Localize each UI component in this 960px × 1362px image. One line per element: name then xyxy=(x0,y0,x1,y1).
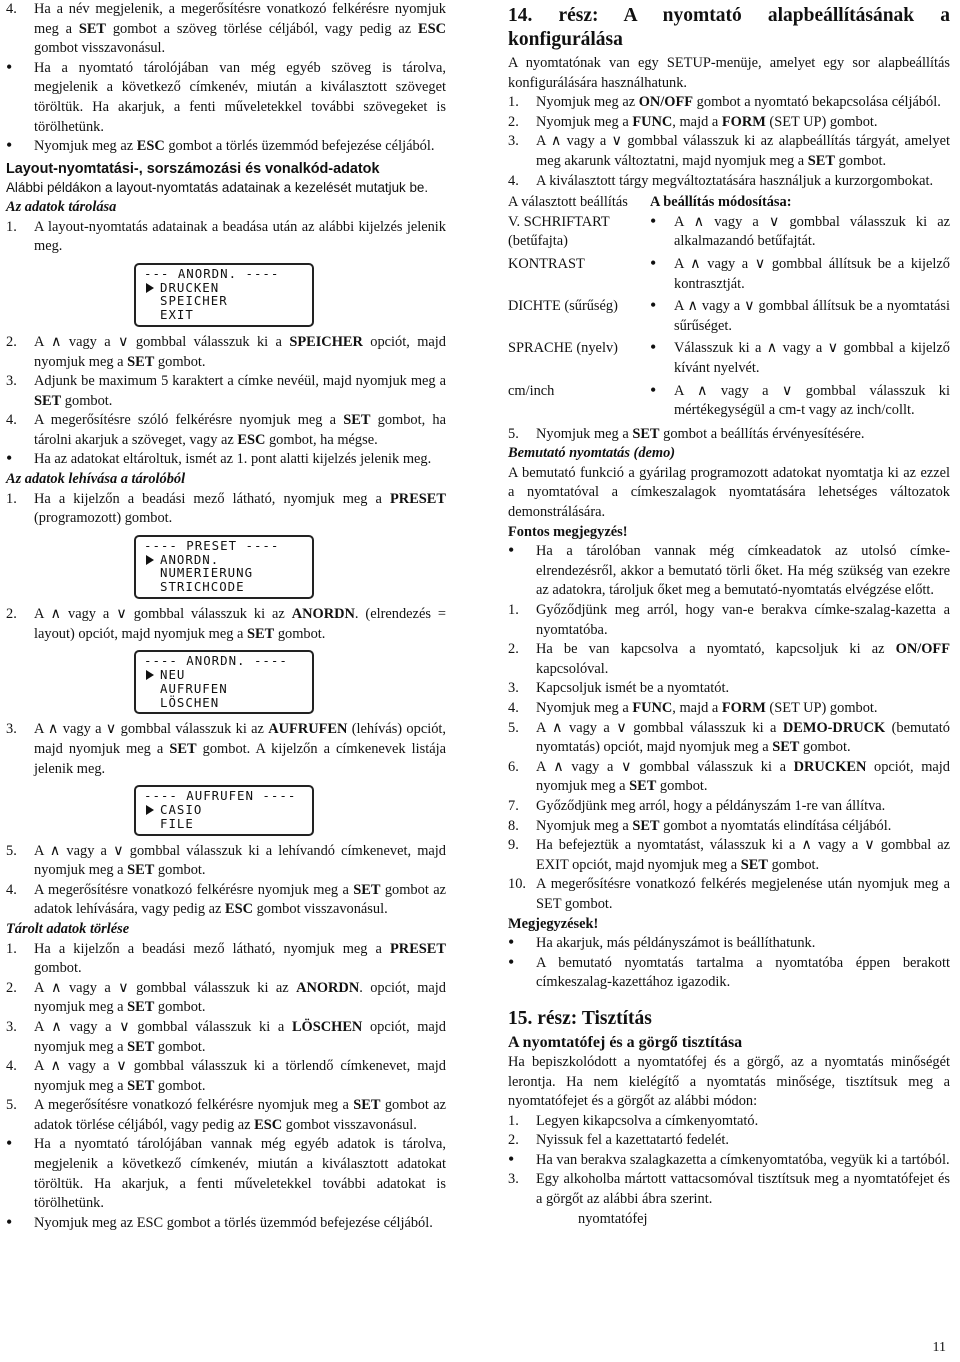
section-heading: A nyomtatófej és a görgő tisztítása xyxy=(508,1033,743,1051)
text-segment: Nyomjuk meg a xyxy=(536,700,633,716)
rich-item xyxy=(6,1057,446,1096)
bold-term: AUFRUFEN xyxy=(268,721,348,738)
text-segment: gombot. xyxy=(34,960,82,977)
lcd-option-selected: CASIO xyxy=(144,803,308,817)
rich-item xyxy=(508,797,950,817)
bold-term: SET xyxy=(247,625,275,642)
lcd-option-selected: NEU xyxy=(144,668,308,682)
lcd-title: ---- PRESET ---- xyxy=(144,537,280,553)
lcd-display xyxy=(134,535,314,599)
table-row xyxy=(508,382,950,421)
item-number: 1. xyxy=(6,218,17,235)
remarks-heading: Megjegyzések! xyxy=(508,915,599,932)
text-segment: Nyomjuk meg a xyxy=(536,817,633,834)
rich-item xyxy=(508,1112,950,1132)
text-segment: . (elrendezés = layout) opciót, majd nyomjuk meg a xyxy=(34,606,446,642)
bold-term: SET xyxy=(632,817,660,834)
cleaning-text: Ha bepiszkolódott a nyomtatófej és a görgő, az a nyomtatás minőségét lerontja. Ha nem kielégítő a nyomtatás minősége, tisztítsuk meg a nyomtatófejet és a görgőt az alábbi módon: xyxy=(508,1053,950,1110)
text-segment: kapcsolóval. xyxy=(536,660,609,677)
text-segment: gombot. xyxy=(154,1077,206,1094)
text-segment: opciót, majd nyomjuk meg a xyxy=(536,758,950,795)
rich-item xyxy=(6,940,446,979)
item-number: 7. xyxy=(508,797,519,814)
chapter-15-heading: 15. rész: Tisztítás xyxy=(508,1007,652,1029)
rich-item xyxy=(508,758,950,797)
text-segment: Ha a név megjelenik, a megerősítésre vonatkozó felkérésre nyomjuk meg a xyxy=(34,1,446,37)
bold-term: SET xyxy=(127,1077,155,1094)
lcd-option: LÖSCHEN xyxy=(160,694,220,710)
bold-term: ESC xyxy=(225,901,253,918)
text-segment: gombot. xyxy=(154,353,206,370)
lcd-option: NUMERIERUNG xyxy=(160,565,254,581)
bold-term: FUNC xyxy=(632,700,673,716)
subsection-heading: Az adatok lehívása a tárolóból xyxy=(6,471,186,488)
item-number: 1. xyxy=(508,602,519,619)
bold-term: SET xyxy=(632,425,660,442)
lcd-display xyxy=(134,785,314,835)
text-segment: gombot a beállítás érvényesítésére. xyxy=(659,425,865,442)
rich-item xyxy=(508,601,950,640)
bold-term: PRESET xyxy=(390,940,446,957)
intro-text: Alábbi példákon a layout-nyomtatás adatainak a kezelését mutatjuk be. xyxy=(6,180,429,196)
chapter-14-heading: 14. rész: A nyomtató alapbeállításának a konfigurálása xyxy=(508,5,950,50)
text-segment: A ∧ vagy a ∨ gombbal válasszuk ki a lehívandó címkenevet, majd nyomjuk meg a xyxy=(34,842,446,879)
figure-label: nyomtatófej xyxy=(578,1210,648,1227)
item-number: 4. xyxy=(508,172,519,189)
text-segment: Nyissuk fel a kazettatartó fedelét. xyxy=(536,1132,729,1149)
bold-term: SET xyxy=(127,353,155,370)
bold-term: DEMO-DRUCK xyxy=(782,719,886,736)
rich-item xyxy=(6,411,446,450)
lcd-option: FILE xyxy=(160,815,194,831)
item-number: 5. xyxy=(508,425,519,442)
bold-term: ESC xyxy=(237,431,266,448)
item-number: 4. xyxy=(6,412,17,429)
table-row xyxy=(508,213,950,252)
text-segment: A layout-nyomtatás adatainak a beadása után az alábbi kijelzés jelenik meg. xyxy=(34,218,446,255)
subsection-heading: Tárolt adatok törlése xyxy=(6,920,130,937)
text-segment: gombot. xyxy=(274,625,326,642)
text-segment: Ha be van kapcsolva a nyomtató, kapcsoljuk ki az xyxy=(536,641,896,658)
bold-term: SET xyxy=(169,741,197,757)
text-segment: gombot. xyxy=(154,999,206,1016)
text-segment: Nyomjuk meg a xyxy=(536,425,633,442)
lcd-option: SPEICHER xyxy=(160,293,228,309)
rich-item xyxy=(508,719,950,758)
text-segment: gombot a nyomtató bekapcsolása céljából. xyxy=(693,94,941,111)
bold-term: SET xyxy=(127,1038,155,1055)
setting-name: DICHTE (sűrűség) xyxy=(508,298,618,315)
item-number: 9. xyxy=(508,837,519,854)
text-segment: A ∧ vagy a ∨ gombbal válasszuk ki az xyxy=(34,979,297,996)
text-segment: Ha a kijelzőn a beadási mező látható, nyomjuk meg a xyxy=(34,490,391,507)
text-segment: Egy alkoholba mártott vattacsomóval tisztítsuk meg a nyomtatófejet és a görgőt az alábbi ábra szerint. xyxy=(536,1171,950,1208)
text-segment: gombot az adatok lehívására, vagy pedig az xyxy=(34,881,446,918)
table-row xyxy=(508,339,950,378)
text-segment: Adjunk be maximum 5 karaktert a címke nevéül, majd nyomjuk meg a xyxy=(34,373,446,390)
section-heading: Layout-nyomtatási-, sorszámozási és vonalkód-adatok xyxy=(6,160,380,177)
rich-item xyxy=(6,1096,446,1135)
text-segment: opciót, majd nyomjuk meg a xyxy=(34,1018,446,1055)
setting-description: • A ∧ vagy a ∨ gombbal állítsuk be a kijelző kontrasztját. xyxy=(650,255,950,294)
rich-item xyxy=(6,979,446,1018)
bold-term: ANORDN xyxy=(296,979,360,996)
text-segment: (lehívás) opciót, majd nyomjuk meg a xyxy=(34,721,446,757)
table-row xyxy=(508,297,950,336)
text-segment: gombot. xyxy=(834,152,887,169)
text-segment: A ∧ vagy a ∨ gombbal válasszuk ki a törlendő címkenevet, majd nyomjuk meg a xyxy=(34,1058,446,1094)
rich-item xyxy=(508,679,950,699)
setting-name: cm/inch xyxy=(508,382,555,399)
text-segment: gombot. xyxy=(61,392,113,409)
bold-term: SET xyxy=(343,412,371,429)
bold-term: SET xyxy=(353,1097,381,1114)
lcd-title: ---- AUFRUFEN ---- xyxy=(144,788,297,804)
rich-item xyxy=(6,372,446,411)
text-segment: A ∧ vagy a ∨ gombbal válasszuk ki a xyxy=(34,1018,292,1035)
setting-name: KONTRAST xyxy=(508,255,585,272)
text-segment: gombot. A kijelzőn a címkenevek listája jelenik meg. xyxy=(34,741,447,777)
text-segment: A ∧ vagy a ∨ gombbal válasszuk ki az alapbeállítás tárgyát, amelyet meg akarunk változtatni, majd nyomjuk meg a xyxy=(536,133,950,169)
item-number: 2. xyxy=(508,113,519,130)
setting-description: • A ∧ vagy a ∨ gombbal válasszuk ki az alkalmazandó betűfajtát. xyxy=(650,213,950,252)
bold-term: SET xyxy=(772,739,800,756)
item-number: 2. xyxy=(6,606,17,623)
text-segment: gombot. xyxy=(656,778,708,795)
item-number: 4. xyxy=(6,1058,17,1075)
setting-description: • Válasszuk ki a ∧ vagy a ∨ gombbal a kijelző kívánt nyelvét. xyxy=(650,339,950,378)
lcd-display xyxy=(134,650,314,714)
bold-term: SET xyxy=(629,778,657,795)
subsection-heading: Az adatok tárolása xyxy=(6,198,117,215)
rich-item xyxy=(508,875,950,914)
rich-item xyxy=(508,93,950,113)
item-number: 3. xyxy=(508,680,519,697)
item-number: 3. xyxy=(6,1018,17,1035)
intro-text: A nyomtatónak van egy SETUP-menüje, amelyet egy sor alapbeállítás konfigurálására használhatunk. xyxy=(508,55,950,91)
text-segment: gombot. xyxy=(799,739,851,756)
text-segment: Nyomjuk meg a xyxy=(536,113,633,130)
item-number: 5. xyxy=(6,842,17,859)
setting-name: V. SCHRIFTART (betűfajta) xyxy=(508,213,610,250)
item-number: 4. xyxy=(508,700,519,716)
text-segment: A ∧ vagy a ∨ gombbal válasszuk ki a xyxy=(536,719,783,736)
bold-term: SET xyxy=(127,999,155,1016)
item-number: 8. xyxy=(508,817,519,834)
bullet-item: • Ha a nyomtató tárolójában van még egyéb szöveg is tárolva, megjelenik a következő címkenév, miután a kiválasztott szöveget töröltük. Ha akarjuk, a fenti műveletekkel további szövegeket is törölhetünk. xyxy=(6,59,446,137)
bold-term: ANORDN xyxy=(291,606,355,623)
bold-term: ESC xyxy=(136,138,165,155)
item-number: 3. xyxy=(6,721,17,738)
setting-name: SPRACHE (nyelv) xyxy=(508,340,618,357)
text-segment: gombot. xyxy=(154,862,206,879)
text-segment: opciót, majd nyomjuk meg a xyxy=(34,333,446,370)
rich-item xyxy=(6,720,446,779)
table-header xyxy=(508,193,950,213)
text-segment: gombot, ha tárolni akarjuk a szöveget, vagy az xyxy=(34,412,446,448)
text-segment: gombot, ha mégse. xyxy=(265,431,378,448)
text-segment: Ha befejeztük a nyomtatást, válasszuk ki a ∧ vagy a ∨ gombbal az EXIT opciót, majd nyomjuk meg a xyxy=(536,837,950,873)
bullet-item: • Ha az adatokat eltároltuk, ismét az 1. pont alatti kijelzés jelenik meg. xyxy=(6,450,446,470)
text-segment: . opciót, majd nyomjuk meg a xyxy=(34,979,446,1016)
item-number: 5. xyxy=(6,1097,17,1114)
bold-term: SET xyxy=(353,881,381,898)
setting-description: • A ∧ vagy a ∨ gombbal válasszuk ki mértékegységül a cm-t vagy az inch/collt. xyxy=(650,382,950,421)
item-number: 2. xyxy=(508,641,519,658)
lcd-option-selected: ANORDN. xyxy=(144,553,308,567)
rich-item xyxy=(6,605,446,644)
rich-item xyxy=(508,1170,950,1209)
bold-term: DRUCKEN xyxy=(793,758,867,775)
text-segment: gombot a szöveg törlése céljából, vagy pedig az xyxy=(106,20,418,37)
bullet-item: • Ha a tárolóban vannak még címkeadatok az utolsó címke-elrendezésről, akkor a bemutató törli őket. Ha még szükség van ezekre az adatokra, tároljuk őket meg a bemutató-nyomtatás elvégzése előtt. xyxy=(508,542,950,601)
text-segment: gombot visszavonásul. xyxy=(282,1116,417,1133)
text-segment: A ∧ vagy a ∨ gombbal válasszuk ki az xyxy=(34,721,269,738)
rich-item xyxy=(508,699,950,719)
right-column xyxy=(508,0,950,1229)
text-segment: A megerősítésre vonatkozó felkérésre nyomjuk meg a xyxy=(34,881,354,898)
rich-item xyxy=(6,842,446,881)
text-segment: Legyen kikapcsolva a címkenyomtató. xyxy=(536,1112,759,1129)
note-heading: Fontos megjegyzés! xyxy=(508,523,628,540)
left-column xyxy=(6,0,446,1233)
item-number: 3. xyxy=(6,373,17,390)
rich-item xyxy=(508,425,950,445)
text-segment: (SET UP) gombot. xyxy=(765,700,878,716)
item-number: 1. xyxy=(508,94,519,111)
text-segment: , majd a xyxy=(672,700,722,716)
page-number: 11 xyxy=(932,1340,946,1355)
text-segment: A megerősítésre vonatkozó felkérésre nyomjuk meg a xyxy=(34,1097,354,1114)
text-segment: (bemutató nyomtatás) opciót, majd nyomjuk meg a xyxy=(536,719,950,756)
text-segment: (programozott) gombot. xyxy=(34,510,173,527)
text-segment: A megerősítésre szóló felkérésre nyomjuk meg a xyxy=(34,412,344,429)
text-segment: gombot visszavonásul. xyxy=(34,40,166,57)
rich-item xyxy=(6,333,446,372)
bold-term: ESC xyxy=(254,1116,283,1133)
rich-item xyxy=(6,881,446,920)
bold-term: ESC xyxy=(418,20,446,37)
lcd-option-selected: DRUCKEN xyxy=(144,281,308,295)
rich-item xyxy=(508,817,950,837)
text-segment: A ∧ vagy a ∨ gombbal válasszuk ki az xyxy=(34,606,292,623)
rich-item xyxy=(508,836,950,875)
lcd-option: AUFRUFEN xyxy=(160,680,228,696)
rich-item xyxy=(6,1018,446,1057)
bold-term: SET xyxy=(807,152,835,169)
table-header-cell: A beállítás módosítása: xyxy=(650,194,792,211)
bold-term: SET xyxy=(78,20,107,37)
bold-term: FUNC xyxy=(632,113,673,130)
text-segment: Győződjünk meg arról, hogy van-e berakva címke-szalag-kazetta a nyomtatóba. xyxy=(536,602,950,638)
item-number: 6. xyxy=(508,758,519,775)
text-segment: gombot visszavonásul. xyxy=(253,901,388,918)
text-segment: , majd a xyxy=(672,113,722,130)
rich-item xyxy=(6,0,446,59)
item-number: 3. xyxy=(508,1171,519,1188)
text-segment: gombot. xyxy=(767,856,820,873)
lcd-display xyxy=(134,263,314,327)
bold-term: FORM xyxy=(721,700,766,716)
rich-item xyxy=(6,218,446,257)
item-number: 3. xyxy=(508,133,519,150)
lcd-title: --- ANORDN. ---- xyxy=(144,265,280,281)
item-number: 2. xyxy=(508,1132,519,1149)
item-number: 10. xyxy=(508,876,526,893)
table-row xyxy=(508,255,950,294)
bold-term: SET xyxy=(740,856,768,873)
item-number: 4. xyxy=(6,1,17,17)
lcd-option: EXIT xyxy=(160,307,194,323)
text-segment: gombot a törlés üzemmód befejezése céljából. xyxy=(164,138,435,155)
bold-term: ON/OFF xyxy=(638,94,694,111)
subsection-heading: Bemutató nyomtatás (demo) xyxy=(508,445,676,462)
text-segment: Ha a kijelzőn a beadási mező látható, nyomjuk meg a xyxy=(34,940,391,957)
bold-term: ON/OFF xyxy=(895,641,950,658)
bold-term: LÖSCHEN xyxy=(291,1018,363,1035)
text-segment: A ∧ vagy a ∨ gombbal válasszuk ki a xyxy=(34,333,290,350)
table-header-cell: A választott beállítás xyxy=(508,194,628,211)
bullet-item: • Ha akarjuk, más példányszámot is beállíthatunk. xyxy=(508,934,950,954)
item-number: 1. xyxy=(6,940,17,957)
rich-item xyxy=(508,113,950,133)
item-number: 1. xyxy=(508,1112,519,1129)
rich-item xyxy=(508,1131,950,1151)
item-number: 2. xyxy=(6,333,17,350)
rich-item xyxy=(508,640,950,679)
bold-term: PRESET xyxy=(390,490,446,507)
demo-text: A bemutató funkció a gyárilag programozott adatokat nyomtatja ki az ezzel a nyomtatóval a címkeszalagok nyomtatására lehetséges változatok demonstrálására. xyxy=(508,464,950,521)
bold-term: SET xyxy=(34,392,62,409)
text-segment: gombot a nyomtatás elindítása céljából. xyxy=(659,817,892,834)
lcd-title: ---- ANORDN. ---- xyxy=(144,653,288,669)
text-segment: gombot az adatok törlése céljából, vagy pedig az xyxy=(34,1097,446,1133)
text-segment: gombot. xyxy=(154,1038,206,1055)
lcd-option: STRICHCODE xyxy=(160,579,245,595)
item-number: 5. xyxy=(508,719,519,736)
text-segment: Győződjünk meg arról, hogy a példányszám 1-re van állítva. xyxy=(536,797,886,814)
text-segment: Nyomjuk meg az xyxy=(536,94,639,111)
bullet-item: • Ha van berakva szalagkazetta a címkenyomtatóba, vegyük ki a tartóból. xyxy=(508,1151,950,1171)
bold-term: FORM xyxy=(721,113,766,130)
bold-term: SPEICHER xyxy=(289,333,363,350)
text-segment: A ∧ vagy a ∨ gombbal válasszuk ki a xyxy=(536,758,794,775)
rich-item xyxy=(508,172,950,192)
text-segment: (SET UP) gombot. xyxy=(765,113,878,130)
rich-item xyxy=(6,490,446,529)
bullet-item xyxy=(6,137,446,157)
bold-term: SET xyxy=(127,862,155,879)
item-number: 2. xyxy=(6,979,17,996)
bullet-item: • A bemutató nyomtatás tartalma a nyomtatóba éppen berakott címkeszalag-kazettához igazodik. xyxy=(508,954,950,993)
text-segment: A megerősítésre vonatkozó felkérés megjelenése után nyomjuk meg a SET gombot. xyxy=(536,876,950,912)
setting-description: • A ∧ vagy a ∨ gombbal állítsuk be a nyomtatási sűrűséget. xyxy=(650,297,950,336)
bullet-item: • Nyomjuk meg az ESC gombot a törlés üzemmód befejezése céljából. xyxy=(6,1214,446,1234)
settings-table xyxy=(508,193,950,421)
item-number: 4. xyxy=(6,881,17,898)
item-number: 1. xyxy=(6,490,17,507)
bullet-item: • Ha a nyomtató tárolójában vannak még egyéb adatok is tárolva, megjelenik a következő címkenév, miután a kiválasztott adatokat töröltük. Ha akarjuk, a fenti műveletekkel további adatokat is törölhetünk. xyxy=(6,1135,446,1213)
rich-item xyxy=(508,132,950,171)
text-segment: A kiválasztott tárgy megváltoztatására használjuk a kurzorgombokat. xyxy=(536,172,934,189)
text-segment: Nyomjuk meg az xyxy=(34,138,137,155)
text-segment: Kapcsoljuk ismét be a nyomtatót. xyxy=(536,680,730,697)
